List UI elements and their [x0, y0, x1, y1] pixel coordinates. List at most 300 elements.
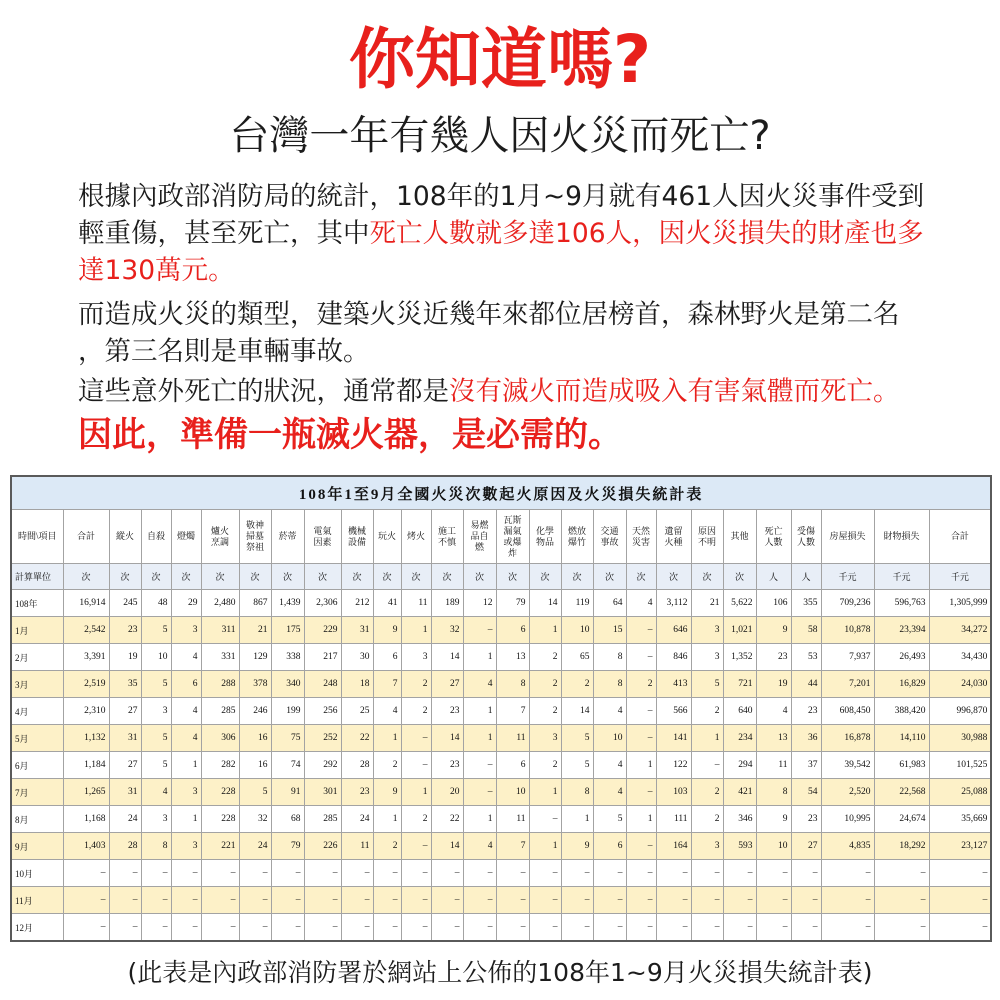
- column-header-label: 死亡人數: [764, 525, 783, 547]
- table-cell: 10: [141, 644, 171, 671]
- table-cell: –: [463, 752, 496, 779]
- column-header: [756, 510, 791, 564]
- table-title: 108年1至9月全國火災次數起火原因及火災損失統計表: [11, 476, 991, 510]
- column-header-label: 交通事故: [600, 525, 619, 547]
- column-header: [691, 510, 723, 564]
- table-cell: 8: [496, 671, 529, 698]
- column-header-label: 燈燭: [176, 531, 195, 541]
- table-cell: 58: [791, 617, 821, 644]
- table-cell: 3: [141, 806, 171, 833]
- table-cell: –: [171, 860, 201, 887]
- unit-cell: 次: [401, 564, 431, 590]
- column-header: [496, 510, 529, 564]
- table-cell: 28: [109, 833, 141, 860]
- table-cell: 2: [626, 671, 656, 698]
- unit-row: [11, 564, 991, 590]
- table-cell: 4: [463, 833, 496, 860]
- table-cell: 1: [529, 617, 561, 644]
- table-cell: 12: [463, 590, 496, 617]
- column-header: [11, 510, 63, 564]
- unit-cell: 千元: [929, 564, 991, 590]
- table-cell: 24,674: [874, 806, 929, 833]
- table-cell: 388,420: [874, 698, 929, 725]
- table-cell: –: [791, 887, 821, 914]
- table-cell: 8: [593, 644, 626, 671]
- table-cell: 7,201: [821, 671, 874, 698]
- unit-cell: 次: [593, 564, 626, 590]
- table-cell: 16: [239, 725, 271, 752]
- table-cell: 593: [723, 833, 756, 860]
- table-cell: 2: [401, 806, 431, 833]
- unit-cell: 次: [723, 564, 756, 590]
- unit-cell: 次: [141, 564, 171, 590]
- table-cell: –: [821, 914, 874, 942]
- table-cell: 4: [593, 698, 626, 725]
- table-row: [11, 860, 991, 887]
- table-cell: 1: [401, 617, 431, 644]
- table-cell: 346: [723, 806, 756, 833]
- table-cell: 16,914: [63, 590, 109, 617]
- table-cell: 2: [401, 671, 431, 698]
- table-cell: –: [401, 725, 431, 752]
- column-header: [304, 510, 341, 564]
- table-cell: 11: [496, 725, 529, 752]
- table-cell: 867: [239, 590, 271, 617]
- column-header: [626, 510, 656, 564]
- column-header: [431, 510, 463, 564]
- table-cell: 228: [201, 806, 239, 833]
- table-cell: 32: [431, 617, 463, 644]
- table-cell: 421: [723, 779, 756, 806]
- table-cell: –: [109, 860, 141, 887]
- table-cell: 7,937: [821, 644, 874, 671]
- table-cell: 2,480: [201, 590, 239, 617]
- table-cell: 30,988: [929, 725, 991, 752]
- table-cell: 217: [304, 644, 341, 671]
- table-cell: 68: [271, 806, 304, 833]
- table-cell: –: [201, 914, 239, 942]
- column-header-label: 自殺: [146, 531, 165, 541]
- table-cell: –: [593, 860, 626, 887]
- row-label: 9月: [11, 833, 63, 860]
- paragraph-text: 而造成火災的類型，建築火災近幾年來都位居榜首，森林野火是第二名: [78, 299, 900, 330]
- row-label: 10月: [11, 860, 63, 887]
- column-header: [463, 510, 496, 564]
- table-cell: 1,439: [271, 590, 304, 617]
- subheadline: 台灣一年有幾人因火災而死亡?: [229, 113, 771, 159]
- table-cell: 199: [271, 698, 304, 725]
- table-cell: –: [109, 887, 141, 914]
- table-cell: 3: [401, 644, 431, 671]
- table-cell: 5: [141, 617, 171, 644]
- column-header-label: 玩火: [377, 531, 396, 541]
- table-cell: –: [874, 914, 929, 942]
- table-cell: 14: [561, 698, 593, 725]
- table-cell: 3: [691, 617, 723, 644]
- table-cell: –: [593, 887, 626, 914]
- table-cell: –: [431, 860, 463, 887]
- table-cell: 721: [723, 671, 756, 698]
- table-cell: 23: [109, 617, 141, 644]
- table-cell: 34,272: [929, 617, 991, 644]
- table-cell: 413: [656, 671, 691, 698]
- table-cell: 24: [341, 806, 373, 833]
- table-cell: 5: [691, 671, 723, 698]
- table-cell: –: [529, 806, 561, 833]
- paragraph-highlight-text: 沒有滅火而造成吸入有害氣體而死亡。: [449, 376, 900, 407]
- table-cell: –: [821, 860, 874, 887]
- table-cell: 11: [756, 752, 791, 779]
- table-cell: –: [626, 860, 656, 887]
- table-cell: –: [304, 860, 341, 887]
- table-cell: 1,021: [723, 617, 756, 644]
- column-header-label: 受傷人數: [796, 525, 815, 547]
- unit-cell: 次: [109, 564, 141, 590]
- table-cell: 1: [171, 806, 201, 833]
- intro-paragraph-fire-types: [78, 296, 900, 370]
- table-cell: 646: [656, 617, 691, 644]
- column-header: [821, 510, 874, 564]
- table-cell: 2: [691, 806, 723, 833]
- table-cell: 3: [691, 833, 723, 860]
- table-cell: –: [341, 860, 373, 887]
- table-cell: 5: [141, 752, 171, 779]
- unit-cell: 次: [304, 564, 341, 590]
- table-cell: 14: [529, 590, 561, 617]
- table-cell: –: [304, 914, 341, 942]
- table-cell: –: [271, 860, 304, 887]
- column-header-label: 菸蒂: [278, 531, 297, 541]
- table-cell: 10,995: [821, 806, 874, 833]
- table-cell: 21: [691, 590, 723, 617]
- table-cell: 1,305,999: [929, 590, 991, 617]
- table-cell: –: [463, 779, 496, 806]
- unit-cell: 千元: [821, 564, 874, 590]
- table-cell: –: [431, 887, 463, 914]
- table-cell: 1: [626, 752, 656, 779]
- column-header: [874, 510, 929, 564]
- table-cell: –: [496, 914, 529, 942]
- unit-cell: 千元: [874, 564, 929, 590]
- table-cell: 355: [791, 590, 821, 617]
- row-label: 8月: [11, 806, 63, 833]
- table-cell: 378: [239, 671, 271, 698]
- table-row: [11, 725, 991, 752]
- unit-cell: 次: [341, 564, 373, 590]
- conclusion-statement: 因此，準備一瓶滅火器，是必需的。: [78, 415, 622, 455]
- table-cell: –: [171, 887, 201, 914]
- table-cell: 91: [271, 779, 304, 806]
- table-cell: –: [373, 914, 401, 942]
- unit-cell: 次: [171, 564, 201, 590]
- table-cell: 212: [341, 590, 373, 617]
- table-cell: –: [141, 914, 171, 942]
- table-cell: 331: [201, 644, 239, 671]
- table-cell: 338: [271, 644, 304, 671]
- table-cell: –: [723, 914, 756, 942]
- table-cell: –: [401, 860, 431, 887]
- table-cell: 2,520: [821, 779, 874, 806]
- table-cell: 18,292: [874, 833, 929, 860]
- table-cell: 11: [401, 590, 431, 617]
- table-row: [11, 752, 991, 779]
- table-cell: 2,519: [63, 671, 109, 698]
- column-header-label: 爐火烹調: [210, 525, 229, 547]
- table-cell: 3: [171, 833, 201, 860]
- column-header-label: 施工不慎: [437, 525, 456, 547]
- row-label: 4月: [11, 698, 63, 725]
- table-cell: 13: [496, 644, 529, 671]
- column-header: [791, 510, 821, 564]
- table-cell: 306: [201, 725, 239, 752]
- fire-statistics-table: [10, 475, 992, 942]
- table-cell: 9: [373, 617, 401, 644]
- table-cell: 8: [141, 833, 171, 860]
- paragraph-text: 根據內政部消防局的統計，108年的1月~9月就有461人因火災事件受到: [78, 181, 925, 212]
- table-cell: –: [691, 860, 723, 887]
- table-cell: –: [723, 887, 756, 914]
- table-cell: –: [929, 887, 991, 914]
- table-cell: –: [63, 860, 109, 887]
- paragraph-line: [78, 215, 924, 252]
- table-cell: 6: [496, 617, 529, 644]
- table-cell: 22,568: [874, 779, 929, 806]
- table-cell: 1: [463, 806, 496, 833]
- table-cell: 5: [239, 779, 271, 806]
- table-cell: 229: [304, 617, 341, 644]
- table-cell: 23: [341, 779, 373, 806]
- table-cell: 7: [496, 833, 529, 860]
- table-cell: –: [239, 860, 271, 887]
- table-cell: 1,265: [63, 779, 109, 806]
- paragraph-text: 輕重傷，甚至死亡，其中: [78, 218, 370, 249]
- table-row: [11, 698, 991, 725]
- table-cell: 10: [561, 617, 593, 644]
- row-label: 6月: [11, 752, 63, 779]
- table-cell: 996,870: [929, 698, 991, 725]
- table-cell: 14: [431, 644, 463, 671]
- column-header: [171, 510, 201, 564]
- column-header: [239, 510, 271, 564]
- column-header-label: 電氣因素: [313, 525, 332, 547]
- table-cell: 101,525: [929, 752, 991, 779]
- table-cell: 122: [656, 752, 691, 779]
- column-header-label: 房屋損失: [829, 531, 866, 541]
- unit-cell: 次: [463, 564, 496, 590]
- table-cell: 27: [431, 671, 463, 698]
- table-cell: 35: [109, 671, 141, 698]
- table-cell: 3: [529, 725, 561, 752]
- table-row: [11, 833, 991, 860]
- column-header: [201, 510, 239, 564]
- table-cell: –: [626, 914, 656, 942]
- table-cell: 74: [271, 752, 304, 779]
- table-cell: 340: [271, 671, 304, 698]
- table-cell: –: [656, 887, 691, 914]
- table-cell: 22: [341, 725, 373, 752]
- table-cell: 245: [109, 590, 141, 617]
- table-cell: 26,493: [874, 644, 929, 671]
- column-header-label: 合計: [76, 531, 95, 541]
- table-cell: –: [529, 914, 561, 942]
- intro-paragraph-statistics: [78, 178, 924, 289]
- unit-cell: 次: [656, 564, 691, 590]
- table-cell: 24: [239, 833, 271, 860]
- column-header-label: 燃放爆竹: [567, 525, 586, 547]
- row-label: 12月: [11, 914, 63, 942]
- table-cell: 3: [171, 617, 201, 644]
- table-cell: 9: [373, 779, 401, 806]
- table-cell: 3: [171, 779, 201, 806]
- table-cell: 75: [271, 725, 304, 752]
- table-cell: 709,236: [821, 590, 874, 617]
- table-cell: 7: [496, 698, 529, 725]
- table-cell: –: [561, 887, 593, 914]
- unit-cell: 次: [626, 564, 656, 590]
- table-cell: 596,763: [874, 590, 929, 617]
- table-cell: 4,835: [821, 833, 874, 860]
- column-header-label: 機械設備: [347, 525, 366, 547]
- table-cell: 1: [463, 698, 496, 725]
- table-cell: 9: [756, 806, 791, 833]
- table-cell: 15: [593, 617, 626, 644]
- table-cell: 2: [529, 698, 561, 725]
- table-cell: 5: [561, 725, 593, 752]
- table-cell: 5,622: [723, 590, 756, 617]
- table-cell: 1: [691, 725, 723, 752]
- table-cell: 4: [373, 698, 401, 725]
- table-cell: –: [201, 887, 239, 914]
- table-cell: 106: [756, 590, 791, 617]
- table-cell: 252: [304, 725, 341, 752]
- column-header: [529, 510, 561, 564]
- column-header: [341, 510, 373, 564]
- table-cell: –: [874, 860, 929, 887]
- table-cell: 608,450: [821, 698, 874, 725]
- table-cell: 4: [593, 752, 626, 779]
- column-header-label: 易燃品自燃: [470, 520, 489, 552]
- table-cell: 2: [529, 671, 561, 698]
- table-cell: –: [271, 887, 304, 914]
- table-cell: 1,168: [63, 806, 109, 833]
- table-cell: 22: [431, 806, 463, 833]
- table-row: [11, 779, 991, 806]
- table-cell: 2,542: [63, 617, 109, 644]
- table-cell: –: [373, 860, 401, 887]
- column-header-label: 合計: [950, 531, 969, 541]
- table-cell: 311: [201, 617, 239, 644]
- table-cell: 27: [791, 833, 821, 860]
- table-row: [11, 590, 991, 617]
- paragraph-line: [78, 333, 900, 370]
- unit-cell: 人: [791, 564, 821, 590]
- table-cell: 2,310: [63, 698, 109, 725]
- column-header-label: 烤火: [406, 531, 425, 541]
- headline: 你知道嗎?: [348, 21, 652, 98]
- table-cell: –: [463, 887, 496, 914]
- table-cell: –: [304, 887, 341, 914]
- table-cell: 18: [341, 671, 373, 698]
- table-cell: 16: [239, 752, 271, 779]
- table-cell: 4: [463, 671, 496, 698]
- table-cell: 1: [463, 725, 496, 752]
- row-label: 2月: [11, 644, 63, 671]
- table-cell: 294: [723, 752, 756, 779]
- table-cell: 5: [561, 752, 593, 779]
- table-cell: 25: [341, 698, 373, 725]
- column-header: [593, 510, 626, 564]
- table-cell: –: [463, 860, 496, 887]
- paragraph-line: [78, 252, 924, 289]
- table-cell: 2: [561, 671, 593, 698]
- table-cell: –: [529, 860, 561, 887]
- table-cell: 5: [141, 671, 171, 698]
- table-row: [11, 887, 991, 914]
- table-cell: –: [691, 914, 723, 942]
- unit-cell: 次: [239, 564, 271, 590]
- row-label: 7月: [11, 779, 63, 806]
- paragraph-line: [78, 178, 924, 215]
- table-cell: 1: [401, 779, 431, 806]
- table-cell: 6: [373, 644, 401, 671]
- table-cell: –: [561, 914, 593, 942]
- row-label: 3月: [11, 671, 63, 698]
- table-cell: –: [626, 833, 656, 860]
- table-cell: 4: [626, 590, 656, 617]
- table-cell: –: [593, 914, 626, 942]
- table-cell: 4: [756, 698, 791, 725]
- table-cell: 24: [109, 806, 141, 833]
- table-cell: –: [756, 914, 791, 942]
- table-cell: 129: [239, 644, 271, 671]
- table-cell: 41: [373, 590, 401, 617]
- table-cell: 2: [373, 833, 401, 860]
- column-header: [723, 510, 756, 564]
- table-cell: 640: [723, 698, 756, 725]
- table-cell: 44: [791, 671, 821, 698]
- table-cell: 11: [341, 833, 373, 860]
- row-label: 108年: [11, 590, 63, 617]
- table-cell: 11: [496, 806, 529, 833]
- table-cell: 14,110: [874, 725, 929, 752]
- column-header: [271, 510, 304, 564]
- table-cell: 566: [656, 698, 691, 725]
- table-cell: –: [626, 725, 656, 752]
- table-cell: 32: [239, 806, 271, 833]
- table-cell: 246: [239, 698, 271, 725]
- table-cell: –: [171, 914, 201, 942]
- table-cell: –: [561, 860, 593, 887]
- table-cell: 226: [304, 833, 341, 860]
- table-cell: 10: [593, 725, 626, 752]
- table-cell: 37: [791, 752, 821, 779]
- table-cell: 21: [239, 617, 271, 644]
- paragraph-highlight-text: 死亡人數就多達106人，因火災損失的財產也多: [369, 218, 924, 249]
- column-header: [401, 510, 431, 564]
- table-cell: 288: [201, 671, 239, 698]
- table-cell: 31: [109, 779, 141, 806]
- table-cell: –: [691, 887, 723, 914]
- table-cell: 19: [756, 671, 791, 698]
- table-cell: 256: [304, 698, 341, 725]
- table-cell: –: [626, 644, 656, 671]
- table-cell: –: [401, 914, 431, 942]
- table-cell: –: [756, 860, 791, 887]
- unit-row-label: 計算單位: [11, 564, 63, 590]
- table-cell: 301: [304, 779, 341, 806]
- table-cell: –: [201, 860, 239, 887]
- column-header-label: 化學物品: [535, 525, 554, 547]
